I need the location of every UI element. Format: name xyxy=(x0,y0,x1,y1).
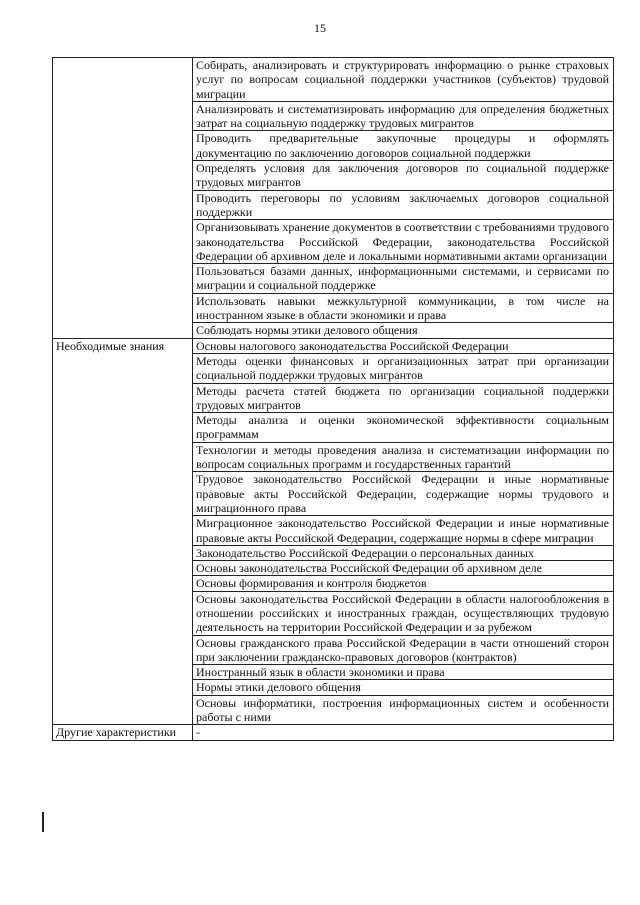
requirement-item: Организовывать хранение документов в соответствии с требованиями трудового законодательства Российской Федерации, законодательства Российской Федерации об архивном деле и локальными нормативными актами организации xyxy=(193,220,614,264)
requirement-item: Определять условия для заключения договоров по социальной поддержке трудовых мигрантов xyxy=(193,161,614,191)
requirement-item: Нормы этики делового общения xyxy=(193,680,614,695)
requirement-item: Методы анализа и оценки экономической эффективности социальным программам xyxy=(193,413,614,443)
section-label: Необходимые знания xyxy=(53,338,193,725)
requirement-item: Основы гражданского права Российской Федерации в части отношений сторон при заключении гражданско-правовых договоров (контрактов) xyxy=(193,635,614,665)
table-row xyxy=(53,58,614,102)
requirement-item: Миграционное законодательство Российской Федерации и иные нормативные правовые акты Российской Федерации, содержащие нормы в сфере миграции xyxy=(193,516,614,546)
scan-mark xyxy=(42,812,44,832)
requirement-item: Основы формирования и контроля бюджетов xyxy=(193,576,614,591)
requirement-item: Использовать навыки межкультурной коммуникации, в том числе на иностранном языке в области экономики и права xyxy=(193,293,614,323)
requirement-item: Соблюдать нормы этики делового общения xyxy=(193,323,614,338)
requirement-item: Проводить предварительные закупочные процедуры и оформлять документацию по заключению договоров социальной поддержки xyxy=(193,131,614,161)
requirement-item: Анализировать и систематизировать информацию для определения бюджетных затрат на социальную поддержку трудовых мигрантов xyxy=(193,101,614,131)
requirement-item: Основы информатики, построения информационных систем и особенности работы с ними xyxy=(193,695,614,725)
requirement-item: Собирать, анализировать и структурировать информацию о рынке страховых услуг по вопросам социальной поддержки участников (субъектов) трудовой миграции xyxy=(193,58,614,102)
requirement-item: Основы законодательства Российской Федерации об архивном деле xyxy=(193,561,614,576)
requirement-item: Технологии и методы проведения анализа и систематизации информации по вопросам социальных программ и государственных гарантий xyxy=(193,442,614,472)
page-number: 15 xyxy=(314,21,326,35)
requirement-item: Иностранный язык в области экономики и права xyxy=(193,665,614,680)
requirement-item: Основы законодательства Российской Федерации в области налогообложения в отношении российских и иностранных граждан, осуществляющих трудовую деятельность на территории Российской Федерации и за рубежом xyxy=(193,591,614,635)
requirement-item: Трудовое законодательство Российской Федерации и иные нормативные правовые акты Российской Федерации, содержащие нормы трудового и миграционного права xyxy=(193,472,614,516)
requirement-item: Методы оценки финансовых и организационных затрат при организации социальной поддержки трудовых мигрантов xyxy=(193,353,614,383)
section-label xyxy=(53,58,193,339)
table-row xyxy=(53,338,614,353)
requirement-item: Методы расчета статей бюджета по организации социальной поддержки трудовых мигрантов xyxy=(193,383,614,413)
requirement-item: Проводить переговоры по условиям заключаемых договоров социальной поддержки xyxy=(193,190,614,220)
requirement-item: Основы налогового законодательства Российской Федерации xyxy=(193,338,614,353)
table-row xyxy=(53,725,614,740)
requirements-table-body xyxy=(53,58,614,741)
requirements-table xyxy=(52,57,614,741)
requirement-item: Законодательство Российской Федерации о персональных данных xyxy=(193,545,614,560)
section-label: Другие характеристики xyxy=(53,725,193,740)
requirement-item: - xyxy=(193,725,614,740)
requirement-item: Пользоваться базами данных, информационными системами, и сервисами по миграции и социальной поддержке xyxy=(193,264,614,294)
